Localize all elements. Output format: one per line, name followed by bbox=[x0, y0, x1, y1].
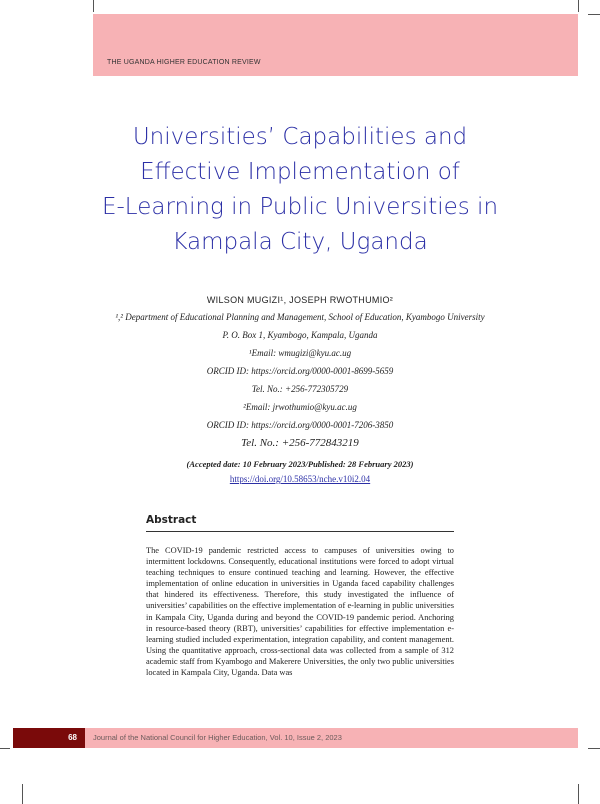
abstract-divider bbox=[146, 531, 454, 532]
header-band bbox=[93, 14, 578, 76]
article-dates: (Accepted date: 10 February 2023/Published: 28 February 2023) bbox=[186, 459, 414, 469]
crop-mark bbox=[93, 0, 94, 12]
page-number: 68 bbox=[13, 728, 85, 748]
email-2: ²Email: jrwothumio@kyu.ac.ug bbox=[243, 402, 357, 412]
orcid-1: ORCID ID: https://orcid.org/0000-0001-8699-5659 bbox=[206, 366, 394, 376]
tel-1: Tel. No.: +256-772305729 bbox=[251, 384, 349, 394]
crop-mark bbox=[588, 748, 600, 749]
journal-name: THE UGANDA HIGHER EDUCATION REVIEW bbox=[107, 59, 261, 66]
tel-2: Tel. No.: +256-772843219 bbox=[241, 437, 359, 449]
doi-link[interactable]: https://doi.org/10.58653/nche.v10i2.04 bbox=[229, 474, 371, 484]
title-line: Effective Implementation of bbox=[140, 159, 460, 185]
title-line: Universities’ Capabilities and bbox=[132, 124, 468, 150]
footer-citation: Journal of the National Council for Higher Education, Vol. 10, Issue 2, 2023 bbox=[93, 733, 342, 742]
affiliation: ¹,² Department of Educational Planning and Management, School of Education, Kyambogo University bbox=[115, 312, 485, 322]
abstract-heading: Abstract bbox=[146, 514, 197, 526]
crop-mark bbox=[578, 0, 579, 12]
crop-mark bbox=[578, 784, 579, 804]
crop-mark bbox=[22, 784, 23, 804]
title-line: Kampala City, Uganda bbox=[172, 229, 428, 255]
doi-line bbox=[0, 474, 600, 484]
crop-mark bbox=[588, 14, 600, 15]
title-line: E-Learning in Public Universities in bbox=[101, 194, 499, 220]
email-1: ¹Email: wmugizi@kyu.ac.ug bbox=[248, 348, 352, 358]
address: P. O. Box 1, Kyambogo, Kampala, Uganda bbox=[222, 330, 378, 340]
authors: WILSON MUGIZI¹, JOSEPH RWOTHUMIO² bbox=[206, 295, 394, 305]
orcid-2: ORCID ID: https://orcid.org/0000-0001-7206-3850 bbox=[206, 420, 394, 430]
article-title bbox=[60, 120, 540, 260]
crop-mark bbox=[0, 748, 10, 749]
abstract-text: The COVID-19 pandemic restricted access to campuses of universities owing to intermittent lockdowns. Consequently, educational institutions were forced to adopt virtual teaching techniques to ensure continued teaching and learning. However, the effective implementation of online education in universities in Uganda faced capability challenges that hindered its effectiveness. Therefore, this study investigated the influence of universities’ capabilities on the effective implementation of e-learning in public universities in Kampala City, Uganda during and beyond the COVID-19 pandemic period. Anchoring in resource-based theory (RBT), universities’ capabilities for effective implementation e-learning studied included experimentation, integration capability, and content management. Using the quantitative approach, cross-sectional data was collected from a sample of 312 academic staff from Kyambogo and Makerere Universities, the only two public universities located in Kampala City, Uganda. Data was bbox=[146, 546, 454, 678]
